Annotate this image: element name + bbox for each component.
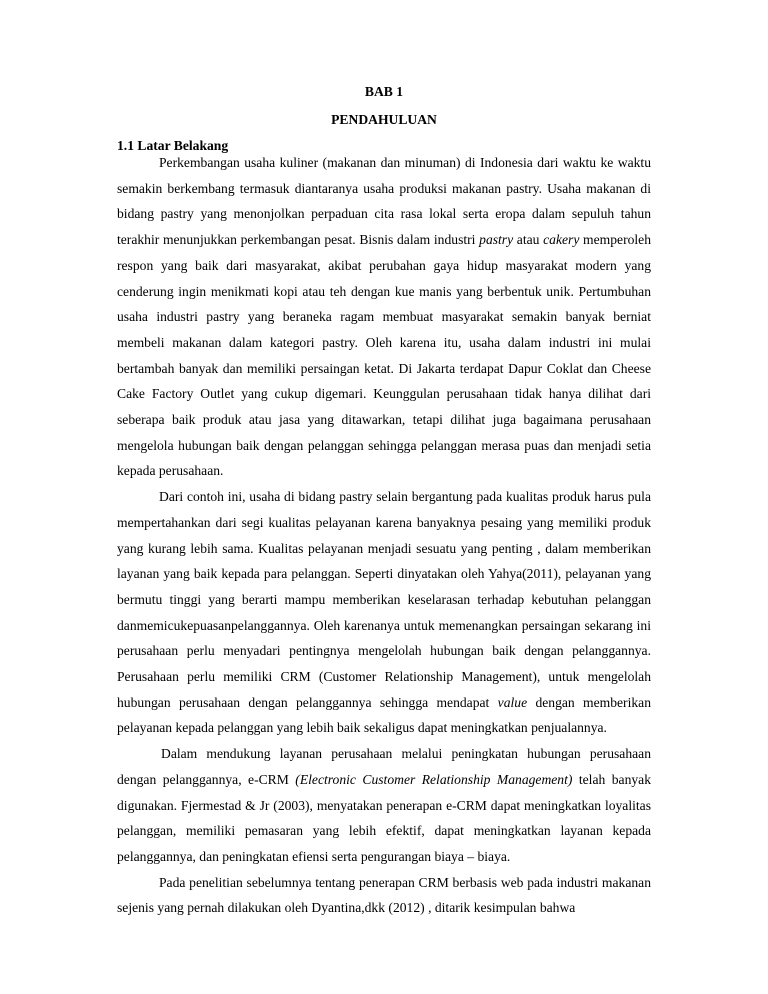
paragraph-2-text-a: Dari contoh ini, usaha di bidang pastry selain bergantung pada kualitas produk harus pula mempertahankan dari segi kualitas pelayanan karena banyaknya pesaing yang memiliki produk yang kurang lebih sama. Kualitas pelayanan menjadi sesuatu yang penting , dalam memberikan layanan yang baik kepada para pelanggan. Seperti dinyatakan oleh Yahya(2011), pelayanan yang bermutu tinggi yang berarti mampu memberikan keselarasan terhadap kebutuhan pelanggan danmemicukepuasanpelanggannya. Oleh karenanya untuk memenangkan persaingan sekarang ini perusahaan perlu menyadari pentingnya mengelolah hubungan baik dengan pelanggannya. Perusahaan perlu memiliki CRM (Customer Relationship Management), untuk mengelolah hubungan perusahaan dengan pelanggannya sehingga mendapat <box>117 489 651 710</box>
paragraph-2-italic-value: value <box>497 694 528 710</box>
paragraph-2-text-b: dengan memberikan pelayanan kepada pelanggan yang lebih baik sekaligus dapat meningkatkan penjualannya. <box>117 694 651 736</box>
paragraph-3 <box>117 741 651 870</box>
paragraph-4 <box>117 870 651 921</box>
paragraph-3-text-a: Dalam mendukung layanan perusahaan melalui peningkatan hubungan perusahaan dengan pelanggannya, e-CRM <box>117 746 651 787</box>
chapter-number: BAB 1 <box>364 84 404 99</box>
body-text <box>117 150 651 921</box>
section-heading: 1.1 Latar Belakang <box>117 138 229 153</box>
chapter-title: PENDAHULUAN <box>331 112 437 127</box>
paragraph-3-italic-ecrm: (Electronic Customer Relationship Management) <box>295 771 573 787</box>
paragraph-1-text-c: memperoleh respon yang baik dari masyarakat, akibat perubahan gaya hidup masyarakat modern yang cenderung ingin menikmati kopi atau teh dengan kue manis yang berbentuk unik. Pertumbuhan usaha industri pastry yang beraneka ragam membuat masyarakat semakin banyak berniat membeli makanan dalam kategori pastry. Oleh karena itu, usaha dalam industri ini mulai bertambah banyak dan memiliki persaingan ketat. Di Jakarta terdapat Dapur Coklat dan Cheese Cake Factory Outlet yang cukup digemari. Keunggulan perusahaan tidak hanya dilihat dari seberapa baik produk atau jasa yang ditawarkan, tetapi dilihat juga bagaimana perusahaan mengelola hubungan baik dengan pelanggan sehingga pelanggan merasa puas dan menjadi setia kepada perusahaan. <box>117 232 651 479</box>
paragraph-1 <box>117 150 651 484</box>
paragraph-2 <box>117 484 651 741</box>
paragraph-1-italic-pastry: pastry <box>479 232 514 248</box>
paragraph-3-text-b: telah banyak digunakan. Fjermestad & Jr (2003), menyatakan penerapan e-CRM dapat meningkatkan loyalitas pelanggan, memiliki pemasaran yang lebih efektif, dapat meningkatkan layanan kepada pelanggannya, dan peningkatan efiensi serta pengurangan biaya – biaya. <box>117 771 651 864</box>
paragraph-1-text-b: atau <box>513 232 544 248</box>
paragraph-1-italic-cakery: cakery <box>543 232 580 248</box>
paragraph-4-text-a: Pada penelitian sebelumnya tentang penerapan CRM berbasis web pada industri makanan sejenis yang pernah dilakukan oleh Dyantina,dkk (2012) , ditarik kesimpulan bahwa <box>117 874 651 916</box>
paragraph-1-text-a: Perkembangan usaha kuliner (makanan dan minuman) di Indonesia dari waktu ke waktu semakin berkembang termasuk diantaranya usaha produksi makanan pastry. Usaha makanan di bidang pastry yang menonjolkan perpaduan cita rasa lokal serta eropa dalam sepuluh tahun terakhir menunjukkan perkembangan pesat. Bisnis dalam industri <box>117 155 651 248</box>
